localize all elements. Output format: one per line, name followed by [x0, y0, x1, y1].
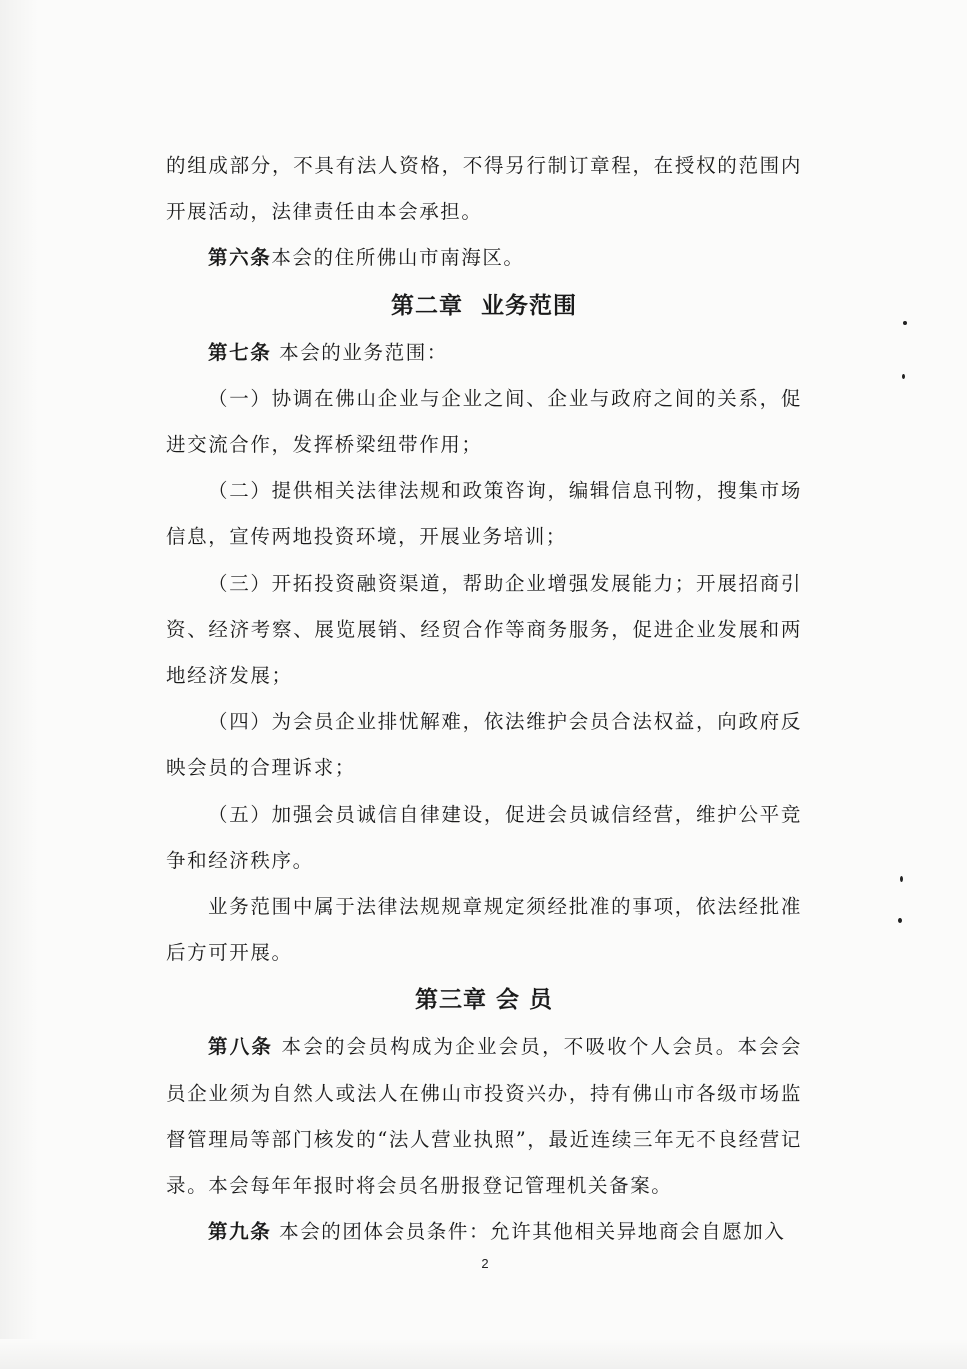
article-8-text: 本会的会员构成为企业会员，不吸收个人会员。本会会员企业须为自然人或法人在佛山市投资兴办，持有佛山市各级市场监督管理局等部门核发的“法人营业执照”，最近连续三年无不良经营记录。本会每年年报时将会员名册报登记管理机关备案。 [166, 1035, 802, 1198]
page-number: 2 [481, 1256, 489, 1271]
scope-item-3: （三）开拓投资融资渠道，帮助企业增强发展能力；开展招商引资、经济考察、展览展销、经贸合作等商务服务，促进企业发展和两地经济发展； [166, 571, 802, 688]
scan-shadow-left [0, 0, 38, 1369]
scan-speck [900, 876, 903, 882]
article-9 [166, 1209, 802, 1255]
scan-shadow-bottom [0, 1339, 967, 1369]
chapter-2-heading: 第二章 业务范围 [390, 291, 577, 319]
scan-speck [902, 374, 905, 379]
article-8 [166, 1024, 802, 1209]
scope-item-2: （二）提供相关法律法规和政策咨询，编辑信息刊物，搜集市场信息，宣传两地投资环境，开展业务培训； [166, 479, 802, 549]
article-7-text: 本会的业务范围： [271, 340, 448, 364]
article-8-label: 第八条 [208, 1035, 274, 1059]
scope-item-5: （五）加强会员诚信自律建设，促进会员诚信经营，维护公平竞争和经济秩序。 [166, 802, 802, 872]
article-7-label: 第七条 [208, 340, 272, 364]
scope-note: 业务范围中属于法律法规规章规定须经批准的事项，依法经批准后方可开展。 [166, 895, 802, 965]
scope-item-4: （四）为会员企业排忧解难，依法维护会员合法权益，向政府反映会员的合理诉求； [166, 710, 802, 780]
paragraph-continuation: 的组成部分，不具有法人资格，不得另行制订章程，在授权的范围内开展活动，法律责任由本会承担。 [166, 154, 802, 224]
scan-speck [898, 918, 902, 923]
article-6 [166, 235, 802, 281]
article-6-label: 第六条 [208, 246, 272, 270]
article-6-text: 本会的住所佛山市南海区。 [271, 246, 525, 270]
chapter-3-heading: 第三章 会 员 [414, 986, 553, 1014]
scope-item-1: （一）协调在佛山企业与企业之间、企业与政府之间的关系，促进交流合作，发挥桥梁纽带作用； [166, 386, 802, 457]
article-9-label: 第九条 [208, 1220, 272, 1244]
document-body [166, 143, 802, 1255]
scan-speck [903, 321, 907, 325]
article-9-text: 本会的团体会员条件：允许其他相关异地商会自愿加入 [271, 1220, 786, 1244]
article-7 [166, 330, 802, 376]
